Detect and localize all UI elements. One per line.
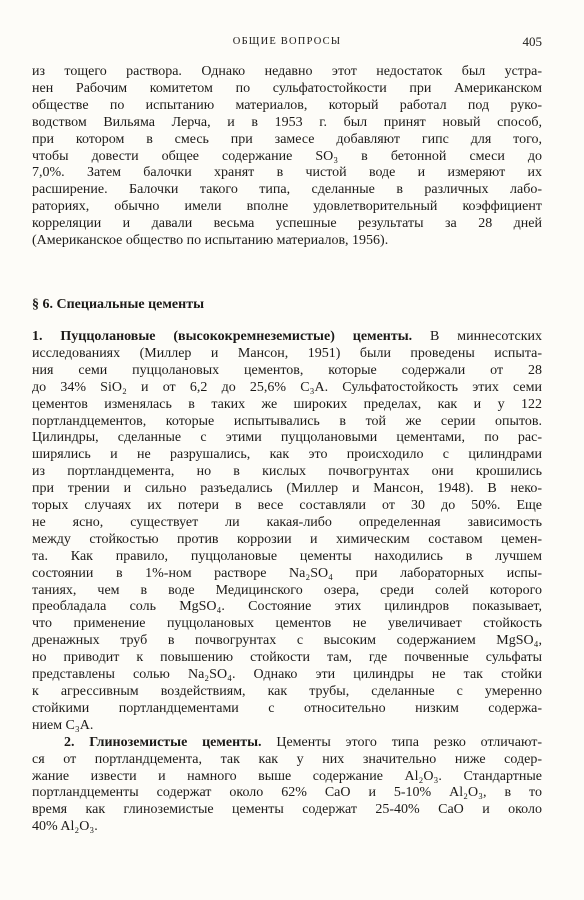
text-line: до 34% SiO₂ и от 6,2 до 25,6% C₃A. Сульфатостойкость этих семи (32, 379, 542, 395)
text-line: корреляции и давали весьма успешные результаты за 28 дней (32, 216, 542, 232)
page-body (32, 64, 542, 836)
page-number: 405 (522, 34, 542, 49)
text-line: представлены солью Na₂SO₄. Однако эти цилиндры не так стойки (32, 667, 542, 683)
text-line: чтобы довести общее содержание SO₃ в бетонной смеси до (32, 148, 542, 164)
text-line: Цементы этого типа резко отличают- (276, 734, 542, 750)
text-line: дренажных труб в почвогрунтах с высоким содержанием MgSO₄, (32, 633, 542, 649)
paragraph-pozzolanic-cements (32, 329, 542, 735)
text-line: расширение. Балочки такого типа, сделанные в различных лабо- (32, 182, 542, 198)
text-line: что применение пуццолановых цементов не увеличивает стойкость (32, 616, 542, 632)
text-line: водством Вильяма Лерча, и в 1953 г. был принят новый способ, (32, 114, 542, 130)
text-line: ния семи пуццолановых цементов, которые содержали от 28 (32, 362, 542, 378)
text-line: та. Как правило, пуццолановые цементы находились в лучшем (32, 548, 542, 564)
intro-paragraph (32, 64, 542, 250)
running-header (32, 36, 542, 56)
text-line: таниях, чем в воде Медицинского озера, среди солей которого (32, 582, 542, 598)
text-line: состоянии в 1%-ном растворе Na₂SO₄ при лабораторных испы- (32, 565, 542, 581)
text-line: нен Рабочим комитетом по сульфатостойкости при Американском (32, 80, 542, 96)
paragraph-heading: 2. Глиноземистые цементы. (64, 734, 262, 750)
text-line: портландцементов, которые испытывались в той же серии опытов. (32, 413, 542, 429)
text-line: из тощего раствора. Однако недавно этот недостаток был устра- (32, 64, 542, 79)
text-line: но приводит к повышению стойкости там, где почвенные сульфаты (32, 650, 542, 666)
text-line: при трении и сильно разъедались (Миллер и Мансон, 1948). В неко- (32, 481, 542, 497)
text-line: жание извести и намного выше содержание Al₂O₃. Стандартные (32, 768, 542, 784)
text-line: 7,0%. Затем балочки хранят в чистой воде и измеряют их (32, 165, 542, 181)
text-line: не ясно, существует ли какая-либо определенная зависимость (32, 514, 542, 530)
text-line: из портландцемента, но в кислых почвогрунтах они крошились (32, 464, 542, 480)
paragraph-alumina-cements (32, 735, 542, 836)
text-line: исследованиях (Миллер и Мансон, 1951) были проведены испыта- (32, 345, 542, 361)
text-line: раториях, обычно имели вполне удовлетворительный коэффициент (32, 199, 542, 215)
section-heading: § 6. Специальные цементы (32, 296, 205, 312)
paragraph-heading: 1. Пуццолановые (высококремнеземистые) цементы. (32, 328, 413, 344)
text-line: время как глиноземистые цементы содержат 25-40% CaO и около (32, 802, 542, 818)
text-line: ширялись и не разрушались, как это происходило с цилиндрами (32, 447, 542, 463)
text-line: обществе по испытанию материалов, который работал под руко- (32, 97, 542, 113)
text-line: В миннесотских (430, 328, 542, 344)
text-line: (Американское общество по испытанию материалов, 1956). (32, 233, 389, 249)
text-line: торых случаях их потери в весе составляли от 30 до 50%. Еще (32, 498, 542, 514)
text-line: 40% Al₂O₃. (32, 819, 98, 835)
text-line: портландцементы содержат около 62% CaO и 5-10% Al₂O₃, в то (32, 785, 542, 801)
text-line: Цилиндры, сделанные с этими пуццолановыми цементами, по рас- (32, 430, 542, 446)
running-title: ОБЩИЕ ВОПРОСЫ (232, 36, 342, 47)
text-line: ся от портландцемента, так как у них значительно ниже содер- (32, 751, 542, 767)
text-line: нием C₃A. (32, 717, 94, 733)
text-line: цементов изменялась в таких же широких пределах, как и у 122 (32, 396, 542, 412)
text-line: стойкими портландцементами с относительно низким содержа- (32, 700, 542, 716)
text-line: при котором в смесь при замесе добавляют гипс для того, (32, 131, 542, 147)
text-line: между стойкостью против коррозии и химическим составом цемен- (32, 531, 542, 547)
text-line: преобладала соль MgSO₄. Состояние этих цилиндров показывает, (32, 599, 542, 615)
text-line: к агрессивным воздействиям, как трубы, сделанные с умеренно (32, 684, 542, 699)
